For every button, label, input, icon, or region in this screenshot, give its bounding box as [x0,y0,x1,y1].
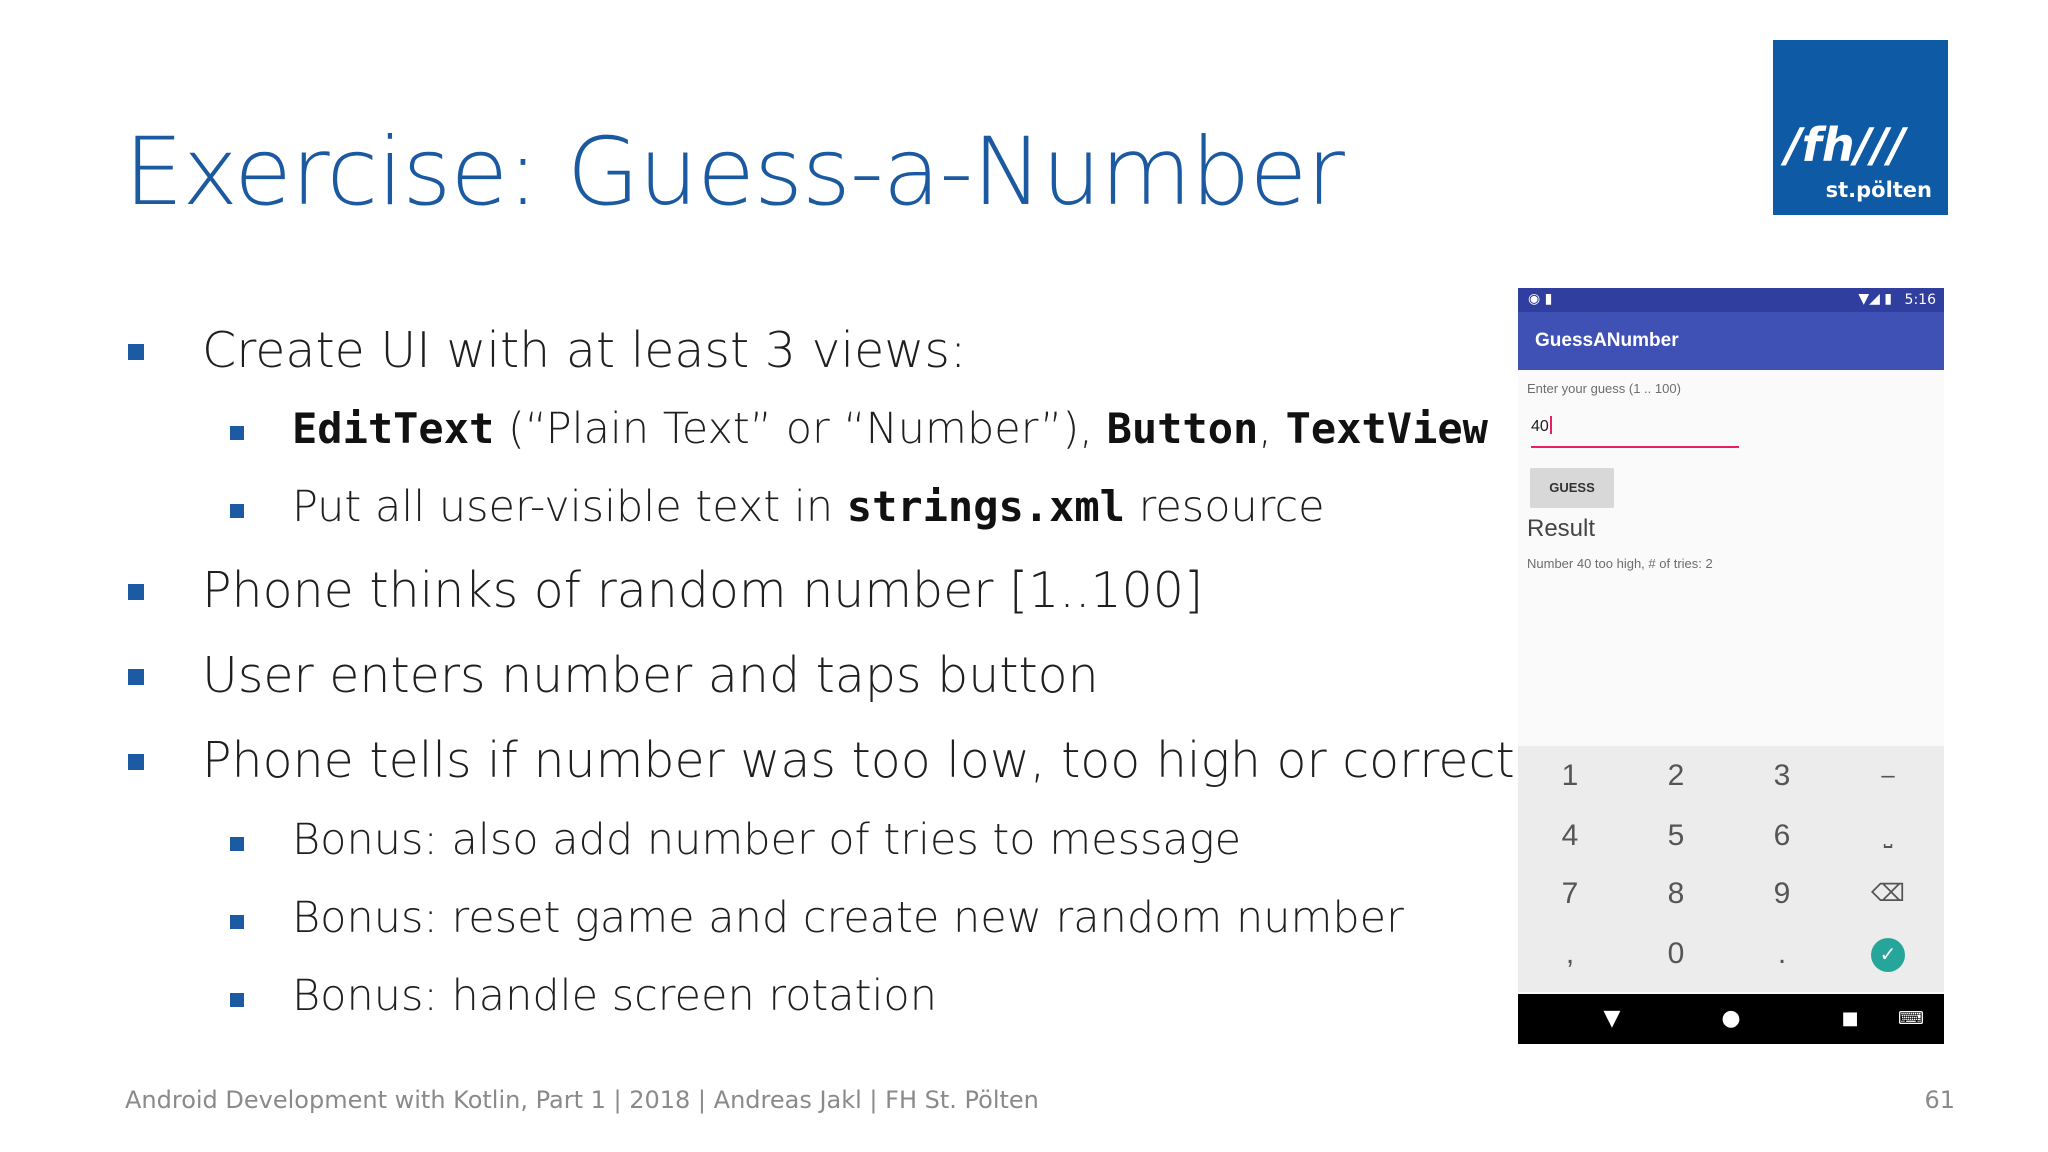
phone-screenshot [1518,288,1944,1044]
text-put-all: Put all user-visible text in [292,482,847,532]
space-key-icon[interactable]: ⎵ [1883,823,1893,848]
key-3[interactable]: 3 [1773,759,1791,792]
bullet-marker [230,993,244,1007]
result-message: Number 40 too high, # of tries: 2 [1527,556,1713,571]
code-button: Button [1106,404,1259,453]
text-resource: resource [1124,482,1325,532]
key-0[interactable]: 0 [1667,937,1685,970]
fh-stpoelten-logo [1773,40,1948,215]
key-2[interactable]: 2 [1667,759,1685,792]
checkmark-icon: ✓ [1871,938,1905,972]
text-comma: , [1258,404,1286,454]
slide-footer: Android Development with Kotlin, Part 1 | 2018 | Andreas Jakl | FH St. Pölten [125,1086,1039,1114]
result-label: Result [1527,515,1596,542]
bullet-phone-tells: Phone tells if number was too low, too high or correct [202,732,1515,789]
guess-input-value: 40 [1531,418,1549,435]
key-6[interactable]: 6 [1773,819,1791,852]
bullet-marker [128,344,144,360]
bullet-random-number: Phone thinks of random number [1..100] [202,562,1204,619]
bullet-marker [230,915,244,929]
app-title: GuessANumber [1535,330,1679,351]
bullet-user-enters: User enters number and taps button [202,647,1099,704]
bullet-create-ui: Create UI with at least 3 views: [202,322,967,379]
recents-nav-icon[interactable]: ■ [1841,1008,1859,1029]
bullet-bonus-rotation: Bonus: handle screen rotation [292,971,937,1021]
key-comma[interactable]: , [1565,937,1575,970]
key-5[interactable]: 5 [1667,819,1685,852]
text-caret [1550,416,1552,434]
guess-button[interactable]: GUESS [1530,468,1614,508]
key-1[interactable]: 1 [1561,759,1579,792]
code-textview: TextView [1285,404,1488,453]
key-9[interactable]: 9 [1773,877,1791,910]
bullet-marker [230,837,244,851]
page-number: 61 [1924,1086,1955,1114]
bullet-marker [128,754,144,770]
app-bar [1518,312,1944,370]
key-8[interactable]: 8 [1667,877,1685,910]
key-dot[interactable]: . [1777,937,1787,970]
bullet-strings-xml [292,482,1325,532]
notification-icons: ◉ ▮ [1528,291,1553,307]
slide-title: Exercise: Guess-a-Number [124,118,1344,227]
back-nav-icon[interactable]: ▼ [1603,1006,1621,1031]
key-minus[interactable]: – [1881,762,1895,789]
status-time: 5:16 [1904,292,1936,308]
bullet-views-list [292,404,1488,454]
code-edittext: EditText [292,404,495,453]
bullet-marker [128,669,144,685]
bullet-marker [230,504,244,518]
status-bar [1518,288,1944,312]
keyboard-switch-icon[interactable]: ⌨ [1898,1008,1924,1029]
logo-mark: /fh/// [1785,118,1905,172]
guess-prompt: Enter your guess (1 .. 100) [1527,381,1681,396]
bullet-bonus-tries: Bonus: also add number of tries to message [292,815,1242,865]
guess-input[interactable] [1531,416,1739,448]
signal-battery-icon: ▼◢ ▮ [1858,291,1892,307]
backspace-key-icon[interactable]: ⌫ [1871,880,1905,907]
key-7[interactable]: 7 [1561,877,1579,910]
bullet-bonus-reset: Bonus: reset game and create new random number [292,893,1404,943]
text-plain-number: (“Plain Text” or “Number”), [494,404,1107,454]
bullet-marker [128,584,144,600]
code-strings-xml: strings.xml [846,482,1125,531]
bullet-marker [230,426,244,440]
home-nav-icon[interactable]: ● [1721,1006,1741,1031]
navigation-bar [1518,994,1944,1044]
key-4[interactable]: 4 [1561,819,1579,852]
logo-place: st.pölten [1825,178,1932,202]
numeric-keyboard [1518,746,1944,992]
done-key[interactable] [1848,928,1928,980]
